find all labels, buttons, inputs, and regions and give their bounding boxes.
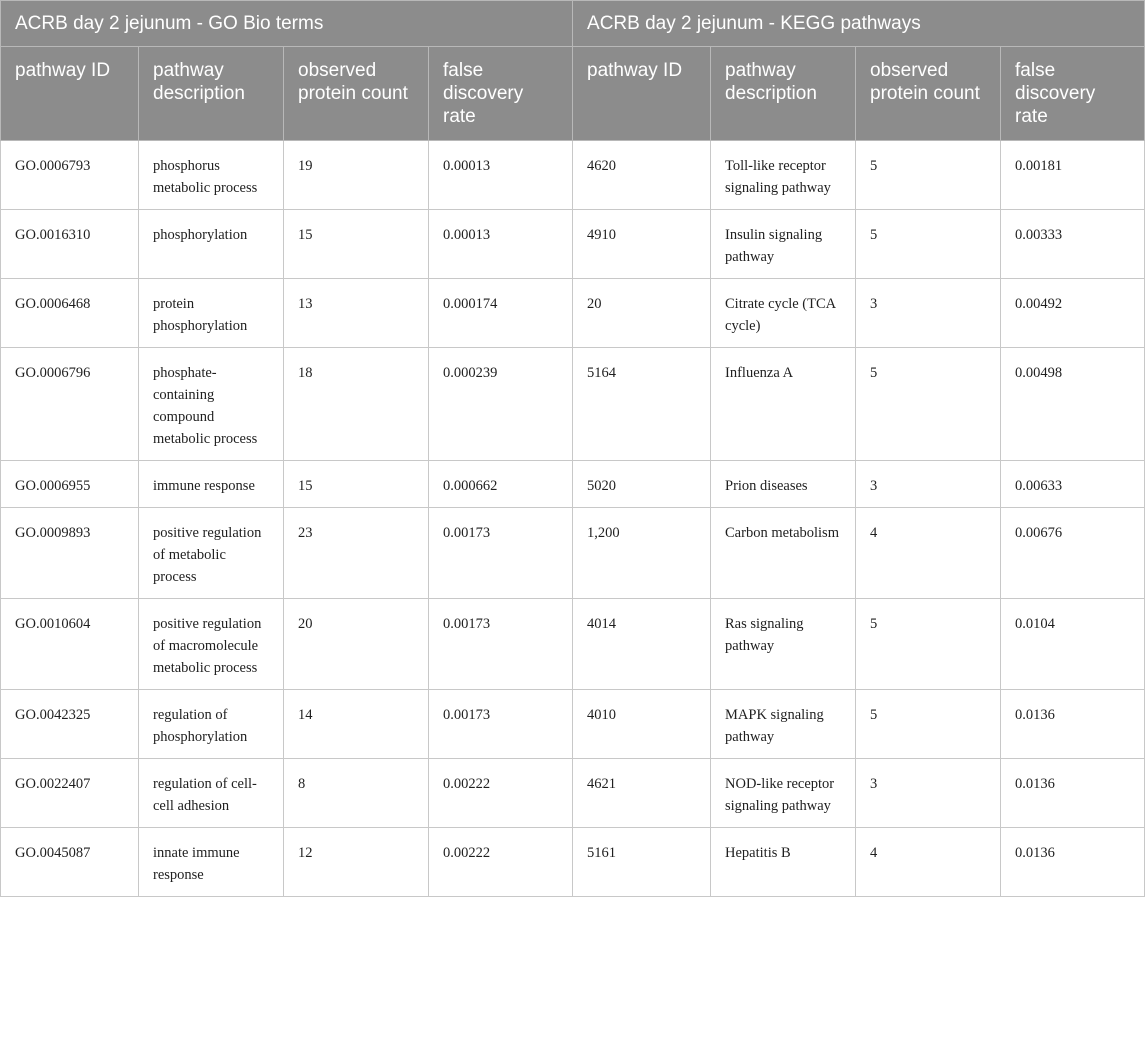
go-protein-count-cell: 13 [284, 279, 429, 348]
go-count-header: observed protein count [284, 47, 429, 141]
go-pathway-description-cell: regulation of cell-cell adhesion [139, 759, 284, 828]
table-row [1, 690, 1145, 759]
go-fdr-cell: 0.00013 [429, 210, 573, 279]
go-id-header: pathway ID [1, 47, 139, 141]
kegg-pathway-description-cell: Prion diseases [711, 461, 856, 508]
table-row [1, 508, 1145, 599]
column-header-row [1, 47, 1145, 141]
kegg-pathway-id-cell: 20 [573, 279, 711, 348]
kegg-protein-count-cell: 5 [856, 141, 1001, 210]
go-pathway-id-cell: GO.0006796 [1, 348, 139, 461]
kegg-description-header: pathway description [711, 47, 856, 141]
go-protein-count-cell: 18 [284, 348, 429, 461]
kegg-pathway-description-cell: MAPK signaling pathway [711, 690, 856, 759]
go-pathway-description-cell: positive regulation of metabolic process [139, 508, 284, 599]
go-protein-count-cell: 8 [284, 759, 429, 828]
kegg-fdr-cell: 0.00676 [1001, 508, 1145, 599]
kegg-protein-count-cell: 5 [856, 690, 1001, 759]
kegg-id-header: pathway ID [573, 47, 711, 141]
table-row [1, 599, 1145, 690]
go-protein-count-cell: 15 [284, 210, 429, 279]
go-pathway-description-cell: regulation of phosphorylation [139, 690, 284, 759]
kegg-pathway-id-cell: 4621 [573, 759, 711, 828]
go-group-header: ACRB day 2 jejunum - GO Bio terms [1, 1, 573, 47]
go-pathway-id-cell: GO.0022407 [1, 759, 139, 828]
go-fdr-cell: 0.00222 [429, 828, 573, 897]
table-body [1, 141, 1145, 897]
go-protein-count-cell: 19 [284, 141, 429, 210]
kegg-protein-count-cell: 4 [856, 828, 1001, 897]
go-pathway-id-cell: GO.0010604 [1, 599, 139, 690]
table-row [1, 828, 1145, 897]
kegg-fdr-cell: 0.00498 [1001, 348, 1145, 461]
kegg-group-header: ACRB day 2 jejunum - KEGG pathways [573, 1, 1145, 47]
group-header-row [1, 1, 1145, 47]
go-pathway-description-cell: immune response [139, 461, 284, 508]
kegg-pathway-description-cell: Hepatitis B [711, 828, 856, 897]
go-pathway-description-cell: phosphorus metabolic process [139, 141, 284, 210]
kegg-fdr-cell: 0.00181 [1001, 141, 1145, 210]
go-description-header: pathway description [139, 47, 284, 141]
go-pathway-id-cell: GO.0006793 [1, 141, 139, 210]
table-row [1, 461, 1145, 508]
go-fdr-cell: 0.00173 [429, 690, 573, 759]
kegg-protein-count-cell: 3 [856, 279, 1001, 348]
table-row [1, 759, 1145, 828]
kegg-count-header: observed protein count [856, 47, 1001, 141]
go-protein-count-cell: 20 [284, 599, 429, 690]
go-pathway-description-cell: protein phosphorylation [139, 279, 284, 348]
go-fdr-header: false discovery rate [429, 47, 573, 141]
kegg-pathway-description-cell: Influenza A [711, 348, 856, 461]
go-fdr-cell: 0.00013 [429, 141, 573, 210]
go-fdr-cell: 0.00173 [429, 599, 573, 690]
go-fdr-cell: 0.00222 [429, 759, 573, 828]
go-protein-count-cell: 23 [284, 508, 429, 599]
kegg-pathway-id-cell: 5164 [573, 348, 711, 461]
table-row [1, 141, 1145, 210]
kegg-pathway-description-cell: NOD-like receptor signaling pathway [711, 759, 856, 828]
go-pathway-description-cell: phosphate-containing compound metabolic process [139, 348, 284, 461]
table-row [1, 348, 1145, 461]
go-pathway-description-cell: phosphorylation [139, 210, 284, 279]
kegg-fdr-header: false discovery rate [1001, 47, 1145, 141]
go-fdr-cell: 0.000239 [429, 348, 573, 461]
table-row [1, 210, 1145, 279]
kegg-protein-count-cell: 3 [856, 461, 1001, 508]
kegg-fdr-cell: 0.0136 [1001, 828, 1145, 897]
table-row [1, 279, 1145, 348]
go-pathway-id-cell: GO.0045087 [1, 828, 139, 897]
go-pathway-description-cell: positive regulation of macromolecule metabolic process [139, 599, 284, 690]
go-protein-count-cell: 15 [284, 461, 429, 508]
kegg-pathway-description-cell: Citrate cycle (TCA cycle) [711, 279, 856, 348]
kegg-pathway-description-cell: Ras signaling pathway [711, 599, 856, 690]
kegg-fdr-cell: 0.0136 [1001, 690, 1145, 759]
go-pathway-description-cell: innate immune response [139, 828, 284, 897]
go-fdr-cell: 0.000662 [429, 461, 573, 508]
kegg-pathway-description-cell: Toll-like receptor signaling pathway [711, 141, 856, 210]
kegg-pathway-id-cell: 4014 [573, 599, 711, 690]
go-pathway-id-cell: GO.0009893 [1, 508, 139, 599]
kegg-fdr-cell: 0.00633 [1001, 461, 1145, 508]
go-pathway-id-cell: GO.0006955 [1, 461, 139, 508]
kegg-protein-count-cell: 5 [856, 210, 1001, 279]
go-pathway-id-cell: GO.0042325 [1, 690, 139, 759]
go-protein-count-cell: 14 [284, 690, 429, 759]
kegg-pathway-id-cell: 5161 [573, 828, 711, 897]
go-fdr-cell: 0.000174 [429, 279, 573, 348]
go-protein-count-cell: 12 [284, 828, 429, 897]
go-pathway-id-cell: GO.0016310 [1, 210, 139, 279]
kegg-pathway-description-cell: Insulin signaling pathway [711, 210, 856, 279]
go-pathway-id-cell: GO.0006468 [1, 279, 139, 348]
kegg-pathway-id-cell: 1,200 [573, 508, 711, 599]
go-fdr-cell: 0.00173 [429, 508, 573, 599]
kegg-protein-count-cell: 5 [856, 599, 1001, 690]
kegg-fdr-cell: 0.00333 [1001, 210, 1145, 279]
kegg-fdr-cell: 0.00492 [1001, 279, 1145, 348]
kegg-fdr-cell: 0.0136 [1001, 759, 1145, 828]
kegg-pathway-id-cell: 5020 [573, 461, 711, 508]
kegg-fdr-cell: 0.0104 [1001, 599, 1145, 690]
kegg-pathway-id-cell: 4910 [573, 210, 711, 279]
kegg-pathway-description-cell: Carbon metabolism [711, 508, 856, 599]
kegg-protein-count-cell: 4 [856, 508, 1001, 599]
kegg-protein-count-cell: 5 [856, 348, 1001, 461]
kegg-pathway-id-cell: 4620 [573, 141, 711, 210]
kegg-pathway-id-cell: 4010 [573, 690, 711, 759]
kegg-protein-count-cell: 3 [856, 759, 1001, 828]
